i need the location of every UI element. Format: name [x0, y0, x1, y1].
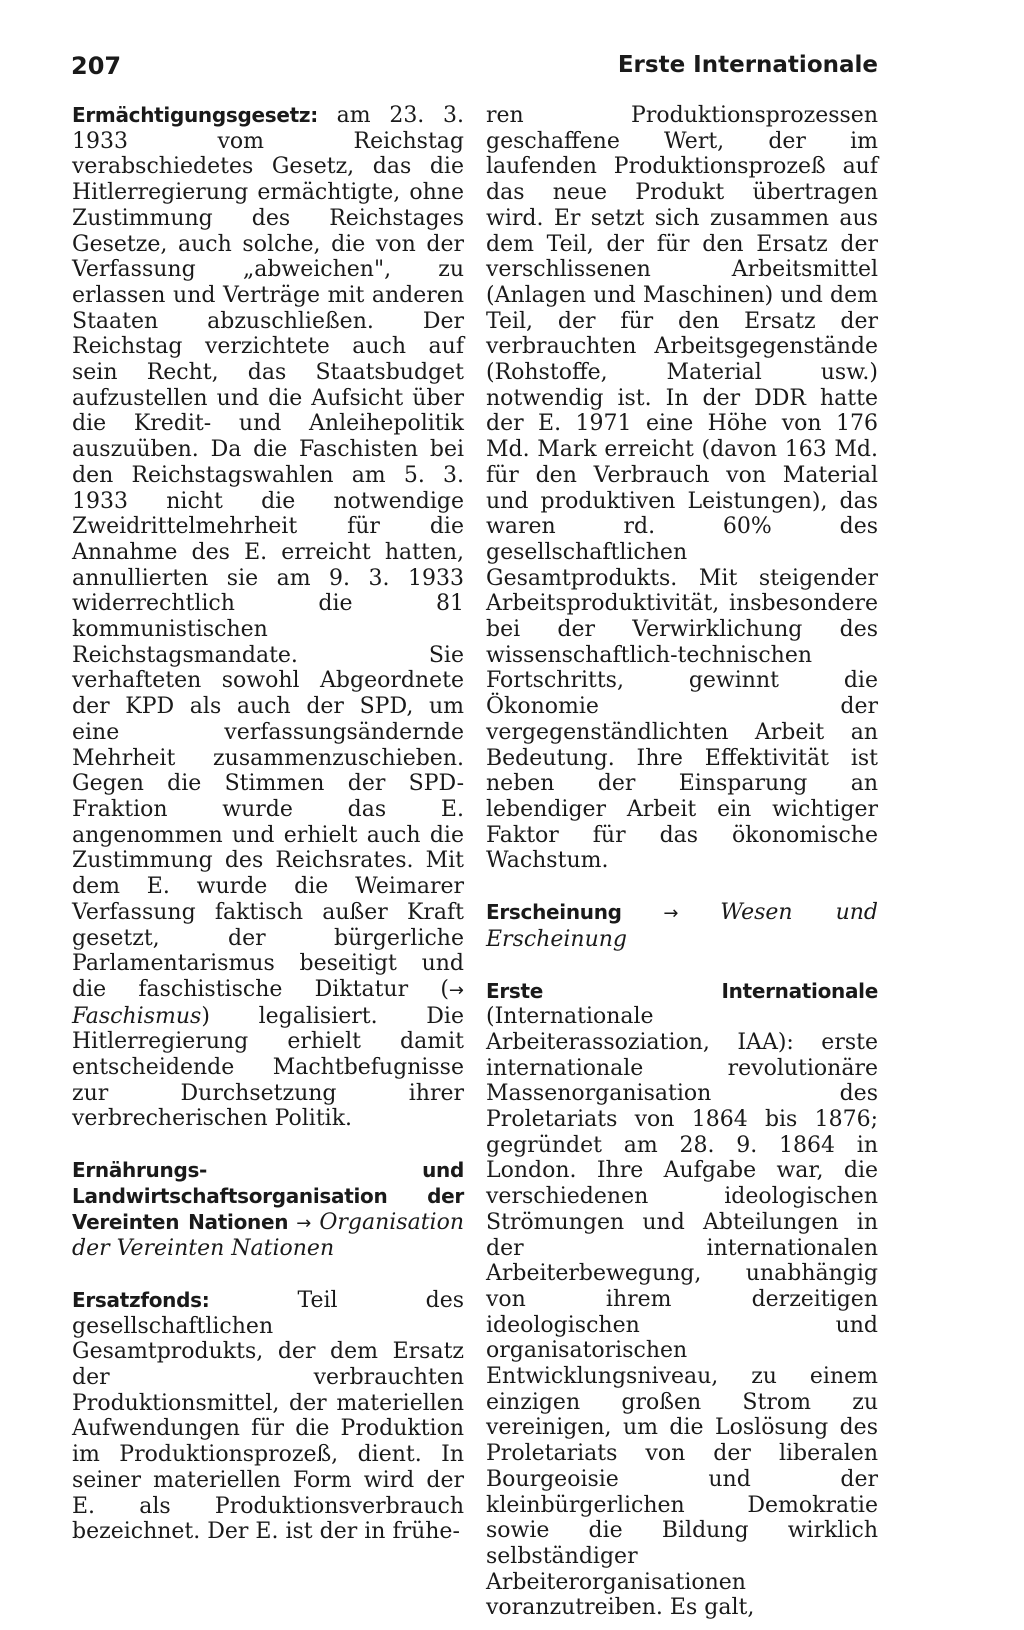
entry-text: (Internationale Arbeiterassoziation, IAA): erste internationale revolutionäre Massenorganisation des Proletariats von 1864 bis 1876; gegründet am 28. 9. 1864 in London. Ihre Aufgabe war, die verschiedenen ideologischen Strömungen und Abteilungen in der internationalen Arbeiterbewegung, unabhängig von ihrem derzeitigen ideologischen und organisatorischen Entwicklungsniveau, zu einem einzigen großen Strom zu vereinigen, um die Loslösung des Proletariats von der liberalen Bourgeoisie und der kleinbürgerlichen Demokratie sowie die Bildung wirklich selbständiger Arbeiterorganisationen voranzutreiben. Es galt, — [486, 1004, 878, 1621]
entry-term: Ernährungs- und Landwirtschaftsorganisation der Vereinten Nationen — [72, 1158, 464, 1234]
entry-text: ren Produktionsprozessen geschaffene Wert, der im laufenden Produktionsprozeß auf das neue Produkt übertragen wird. Er setzt sich zusammen aus dem Teil, der für den Ersatz der verschlissenen Arbeitsmittel (Anlagen und Maschinen) und dem Teil, der für den Ersatz der verbrauchten Arbeitsgegenstände (Rohstoffe, Material usw.) notwendig ist. In der DDR hatte der E. 1971 eine Höhe von 176 Md. Mark erreicht (davon 163 Md. für den Verbrauch von Material und produktiven Leistungen), das waren rd. 60% des gesellschaftlichen Gesamtprodukts. Mit steigender Arbeitsproduktivität, insbesondere bei der Verwirklichung des wissenschaftlich-technischen Fortschritts, gewinnt die Ökonomie der vergegenständlichten Arbeit an Bedeutung. Ihre Effektivität ist neben der Einsparung an lebendiger Arbeit ein wichtiger Faktor für das ökonomische Wachstum. — [486, 103, 878, 874]
page-number: 207 — [71, 52, 122, 80]
cross-reference: Faschismus — [72, 1003, 202, 1029]
entry-term: Ermächtigungsgesetz: — [72, 103, 318, 127]
entry-term: Erste Internationale — [486, 978, 878, 1003]
entry-text: Teil des gesellschaftlichen Gesamtprodukts, der dem Ersatz der verbrauchten Produktionsmittel, der materiellen Aufwendungen für die Produktion im Produktionsprozeß, dient. In seiner materiellen Form wird der E. als Produktionsverbrauch bezeichnet. Der E. ist der in frühe- — [72, 1287, 464, 1545]
entry-ersatzfonds — [72, 1288, 464, 1545]
entry-term: Ersatzfonds: — [72, 1287, 210, 1312]
entry-ernaehrungsorganisation — [72, 1158, 464, 1262]
entry-ermaechtigungsgesetz — [72, 103, 464, 1132]
page-header — [71, 52, 878, 92]
cross-reference: Wesen und Erscheinung — [486, 900, 878, 952]
left-column — [72, 103, 464, 1545]
arrow-icon: → — [448, 979, 464, 1001]
right-column — [486, 103, 878, 1621]
entry-text-continued: ) legalisiert. Die Hitlerregierung erhielt damit entscheidende Machtbefugnisse zur Durchsetzung ihrer verbrecherischen Politik. — [72, 1003, 464, 1132]
entry-erscheinung — [486, 900, 878, 952]
running-head: Erste Internationale — [617, 52, 878, 78]
entry-text: am 23. 3. 1933 vom Reichstag verabschiedetes Gesetz, das die Hitlerregierung ermächtigte, ohne Zustimmung des Reichstages Gesetze, auch solche, die von der Verfassung „abweichen", zu erlassen und Verträge mit anderen Staaten abzuschließen. Der Reichstag verzichtete auch auf sein Recht, das Staatsbudget aufzustellen und die Aufsicht über die Kredit- und Anleihepolitik auszuüben. Da die Faschisten bei den Reichstagswahlen am 5. 3. 1933 nicht die notwendige Zweidrittelmehrheit für die Annahme des E. erreicht hatten, annullierten sie am 9. 3. 1933 widerrechtlich die 81 kommunistischen Reichstagsmandate. Sie verhafteten sowohl Abgeordnete der KPD als auch der SPD, um eine verfassungsändernde Mehrheit zusammenzuschieben. Gegen die Stimmen der SPD-Fraktion wurde das E. angenommen und erhielt auch die Zustimmung des Reichsrates. Mit dem E. wurde die Weimarer Verfassung faktisch außer Kraft gesetzt, der bürgerliche Parlamentarismus beseitigt und die faschistische Diktatur ( — [72, 103, 464, 1002]
arrow-icon: → — [288, 1212, 320, 1234]
entry-erste-internationale — [486, 979, 878, 1622]
entry-term: Erscheinung — [486, 900, 622, 925]
cross-reference: Organisation der Vereinten Nationen — [72, 1209, 464, 1262]
entry-ersatzfonds-continued — [486, 103, 878, 874]
arrow-icon: → — [621, 903, 721, 925]
